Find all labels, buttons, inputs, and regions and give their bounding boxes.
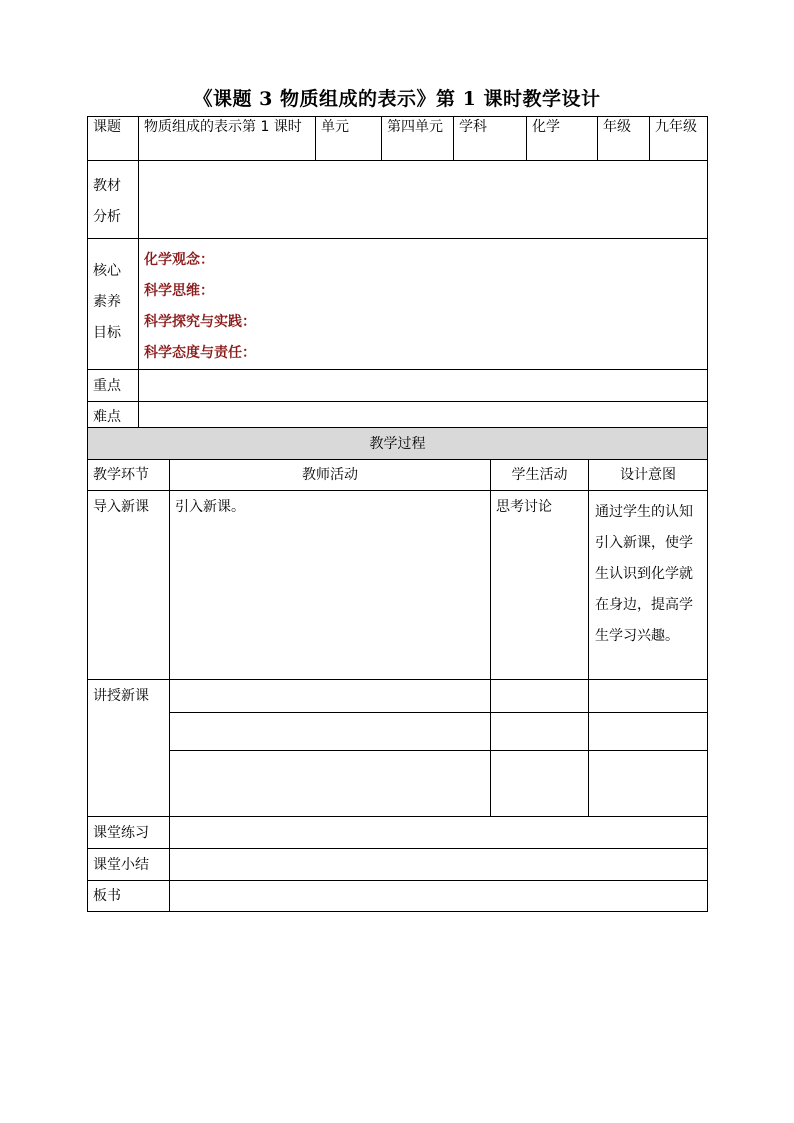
col-intent: 设计意图 xyxy=(589,460,708,491)
new-lesson-student-2[interactable] xyxy=(491,713,589,751)
intro-student[interactable]: 思考讨论 xyxy=(491,491,589,680)
subject-value: 化学 xyxy=(527,117,598,161)
new-lesson-teacher-1[interactable] xyxy=(170,680,491,713)
new-lesson-intent-1[interactable] xyxy=(589,680,708,713)
subject-label: 学科 xyxy=(454,117,527,161)
grade-label: 年级 xyxy=(598,117,650,161)
grade-value: 九年级 xyxy=(650,117,708,161)
new-lesson-intent-3[interactable] xyxy=(589,751,708,817)
key-point-row xyxy=(88,370,708,402)
core-literacy-content[interactable] xyxy=(139,239,708,370)
new-lesson-teacher-3[interactable] xyxy=(170,751,491,817)
col-stage: 教学环节 xyxy=(88,460,170,491)
process-heading: 教学过程 xyxy=(88,428,708,460)
practice-label: 课堂练习 xyxy=(88,817,170,849)
core-literacy-item-concept: 化学观念： xyxy=(144,252,214,268)
new-lesson-teacher-2[interactable] xyxy=(170,713,491,751)
new-lesson-label: 讲授新课 xyxy=(88,680,170,817)
board-row xyxy=(88,881,708,912)
key-point-label: 重点 xyxy=(88,370,139,402)
practice-content[interactable] xyxy=(170,817,708,849)
new-lesson-student-3[interactable] xyxy=(491,751,589,817)
summary-content[interactable] xyxy=(170,849,708,881)
core-literacy-item-attitude: 科学态度与责任： xyxy=(144,345,256,361)
core-literacy-row xyxy=(88,239,708,370)
summary-label: 课堂小结 xyxy=(88,849,170,881)
new-lesson-intent-2[interactable] xyxy=(589,713,708,751)
page-title: 《课题 3 物质组成的表示》第 1 课时教学设计 xyxy=(193,88,601,110)
new-lesson-row-1 xyxy=(88,680,708,713)
summary-row xyxy=(88,849,708,881)
new-lesson-row-2 xyxy=(88,713,708,751)
new-lesson-student-1[interactable] xyxy=(491,680,589,713)
intro-stage: 导入新课 xyxy=(88,491,170,680)
board-label: 板书 xyxy=(88,881,170,912)
practice-row xyxy=(88,817,708,849)
core-literacy-item-inquiry: 科学探究与实践： xyxy=(144,314,256,330)
difficulty-label: 难点 xyxy=(88,402,139,433)
process-column-headers xyxy=(88,460,708,491)
key-point-content[interactable] xyxy=(139,370,708,402)
col-teacher: 教师活动 xyxy=(170,460,491,491)
teaching-process-table xyxy=(87,427,708,912)
intro-intent[interactable]: 通过学生的认知引入新课，使学生认识到化学就在身边，提高学生学习兴趣。 xyxy=(589,491,708,680)
material-analysis-row xyxy=(88,161,708,239)
board-content[interactable] xyxy=(170,881,708,912)
topic-value: 物质组成的表示第 1 课时 xyxy=(139,117,316,161)
core-literacy-label: 核心素养目标 xyxy=(88,239,139,370)
header-row xyxy=(88,117,708,161)
topic-label: 课题 xyxy=(88,117,139,161)
intro-teacher[interactable]: 引入新课。 xyxy=(170,491,491,680)
material-analysis-content[interactable] xyxy=(139,161,708,239)
unit-label: 单元 xyxy=(316,117,382,161)
new-lesson-row-3 xyxy=(88,751,708,817)
lesson-info-table xyxy=(87,116,708,433)
unit-value: 第四单元 xyxy=(382,117,454,161)
material-analysis-label: 教材分析 xyxy=(88,161,139,239)
core-literacy-item-thinking: 科学思维： xyxy=(144,283,214,299)
col-student: 学生活动 xyxy=(491,460,589,491)
intro-row xyxy=(88,491,708,680)
